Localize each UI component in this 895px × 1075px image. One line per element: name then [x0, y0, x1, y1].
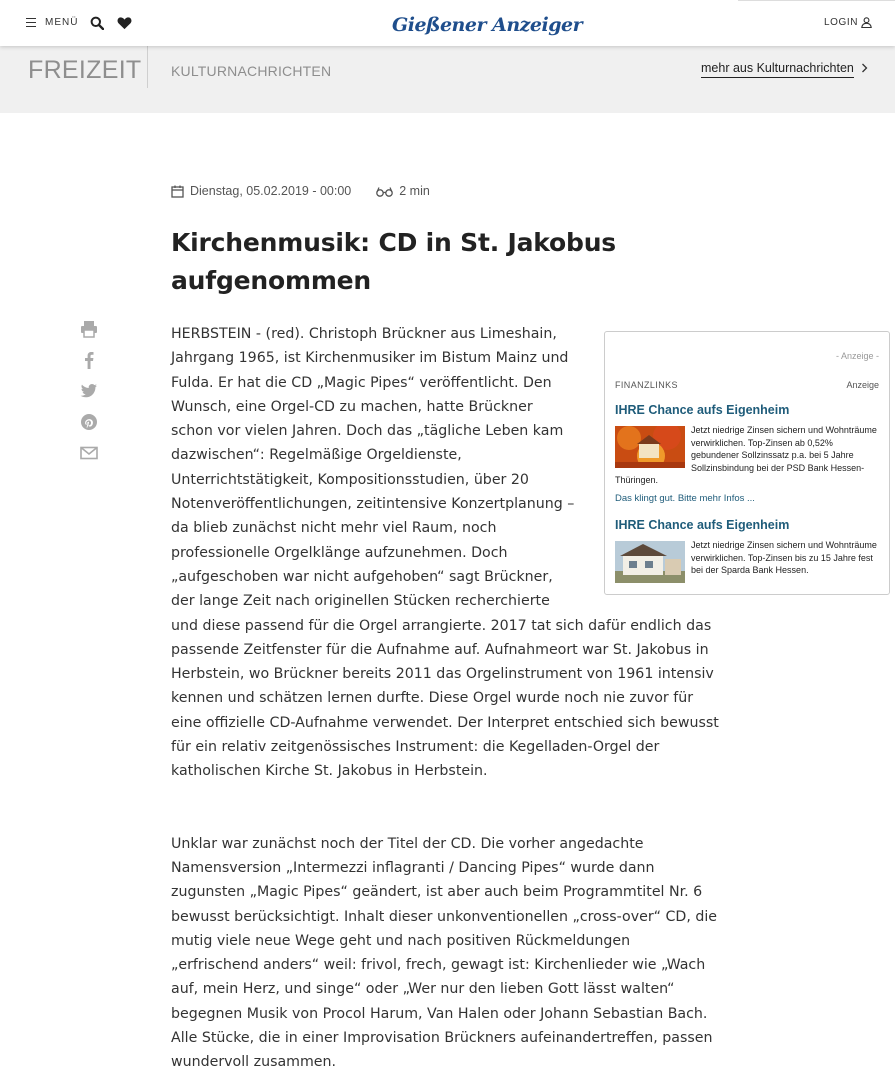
- menu-label: MENÜ: [45, 17, 79, 28]
- ad-header-tag: Anzeige: [846, 380, 879, 390]
- pinterest-icon[interactable]: [80, 413, 98, 431]
- top-navigation-bar: [0, 0, 895, 46]
- chevron-right-icon: [861, 63, 868, 73]
- article-paragraph: Unklar war zunächst noch der Titel der CD. Die vorher angedachte Namensversion „Intermezzi inflagranti / Dancing Pipes“ wurde dann zugunsten „Magic Pipes“ geändert, ist aber auch beim Programmtitel Nr. 6 bewusst berücksichtigt. Inhalt dieser unkonventionellen „cross-over“ CD, die mutig viele neue Wege geht und nach positiven Rückmeldungen „erfrischend anders“ weil: frivol, frech, gewagt ist: Kirchenlieder wie „Wach auf, mein Herz, und singe“ oder „Wer nur den lieben Gott lässt walten“ begegnen Musik von Procol Harum, Van Halen oder Johann Sebastian Bach. Alle Stücke, die in einer Improvisation Brückners aufeinandertreffen, passen wundervoll zusammen.: [171, 835, 718, 1071]
- ad-item-title[interactable]: IHRE Chance aufs Eigenheim: [615, 403, 790, 417]
- heart-icon[interactable]: [117, 16, 132, 30]
- print-icon[interactable]: [80, 320, 98, 338]
- ad-header-title: FINANZLINKS: [615, 380, 678, 390]
- article-headline: Kirchenmusik: CD in St. Jakobus aufgenommen: [171, 228, 616, 295]
- ad-item-text: Jetzt niedrige Zinsen sichern und Wohnträume verwirklichen. Top-Zinsen bis zu 15 Jahre fest bei der Sparda Bank Hessen.: [691, 540, 877, 576]
- section-title[interactable]: FREIZEIT: [28, 56, 142, 84]
- site-logo[interactable]: Gießener Anzeiger: [392, 14, 583, 36]
- login-label: LOGIN: [824, 17, 859, 28]
- advertisement-box[interactable]: [604, 331, 890, 595]
- hamburger-icon: [26, 18, 36, 27]
- ad-thumbnail-house-modern[interactable]: [615, 541, 685, 583]
- ad-item-text: Jetzt niedrige Zinsen sichern und Wohnträume verwirklichen. Top-Zinsen ab 0,52% gebundener Sollzinssatz p.a. bei 5 Jahre Sollzinsbindung bei der PSD Bank Hessen-Thüringen.: [615, 425, 877, 486]
- calendar-icon: [171, 185, 184, 198]
- share-bar: [80, 320, 100, 475]
- topbar-divider: [738, 0, 895, 1]
- user-icon: [861, 17, 872, 28]
- read-time-value: 2 min: [399, 184, 430, 198]
- facebook-icon[interactable]: [80, 351, 98, 369]
- read-time: [376, 184, 430, 198]
- login-button[interactable]: [824, 17, 872, 28]
- article-body: [171, 322, 879, 1075]
- ad-header: [615, 373, 879, 397]
- mail-icon[interactable]: [80, 444, 98, 462]
- search-icon[interactable]: [90, 16, 104, 30]
- ad-thumbnail-house-autumn[interactable]: [615, 426, 685, 468]
- glasses-icon: [376, 186, 393, 197]
- ad-more-info-link[interactable]: Das klingt gut. Bitte mehr Infos ...: [615, 492, 755, 504]
- ad-label: - Anzeige -: [835, 351, 879, 361]
- ad-item[interactable]: [615, 513, 881, 585]
- article-meta: [171, 184, 430, 198]
- twitter-icon[interactable]: [80, 382, 98, 400]
- section-subtitle[interactable]: KULTURNACHRICHTEN: [171, 63, 332, 79]
- more-culture-news-link[interactable]: mehr aus Kulturnachrichten: [701, 61, 854, 78]
- ad-item[interactable]: [615, 398, 881, 511]
- article-date: Dienstag, 05.02.2019 - 00:00: [190, 184, 352, 198]
- section-divider: [147, 46, 148, 88]
- article-paragraph: HERBSTEIN - (red). Christoph Brückner aus Limeshain, Jahrgang 1965, ist Kirchenmusiker im Bistum Mainz und Fulda. Er hat die CD „Magic Pipes“ veröffentlicht. Den Wunsch, eine Orgel-CD zu machen, hatte Brückner schon vor vielen Jahren. Doch das „tägliche Leben kam dazwischen“: Regelmäßige Orgeldienste, Unterrichtstätigkeit, Kompositionsstudien, über 20 Notenveröffentlichungen, zeitintensive Konzertplanung – da blieb zunächst nicht mehr viel Raum, noch professionelle Orgelklänge aufzunehmen. Doch „aufgeschoben war nicht aufgehoben“ sagt Brückner, der lange Zeit nach originellen Stücken recherchierte und diese passend für die Orgel arrangierte. 2017 tat sich dafür endlich das passende Zeitfenster für die Aufnahme auf. Aufnahmeort war St. Jakobus in Herbstein, wo Brückner bereits 2011 das Orgelinstrument von 1961 intensiv kennen und schätzen lernen durfte. Diese Orgel wurde noch nie zuvor für eine offizielle CD-Aufnahme verwendet. Der Interpret entschied sich bewusst für ein relativ zeitgenössisches Instrument: die Kegelladen-Orgel der katholischen Kirche St. Jakobus in Herbstein.: [171, 326, 719, 780]
- menu-button[interactable]: [26, 17, 78, 28]
- ad-item-title[interactable]: IHRE Chance aufs Eigenheim: [615, 518, 790, 532]
- section-header: [0, 46, 895, 113]
